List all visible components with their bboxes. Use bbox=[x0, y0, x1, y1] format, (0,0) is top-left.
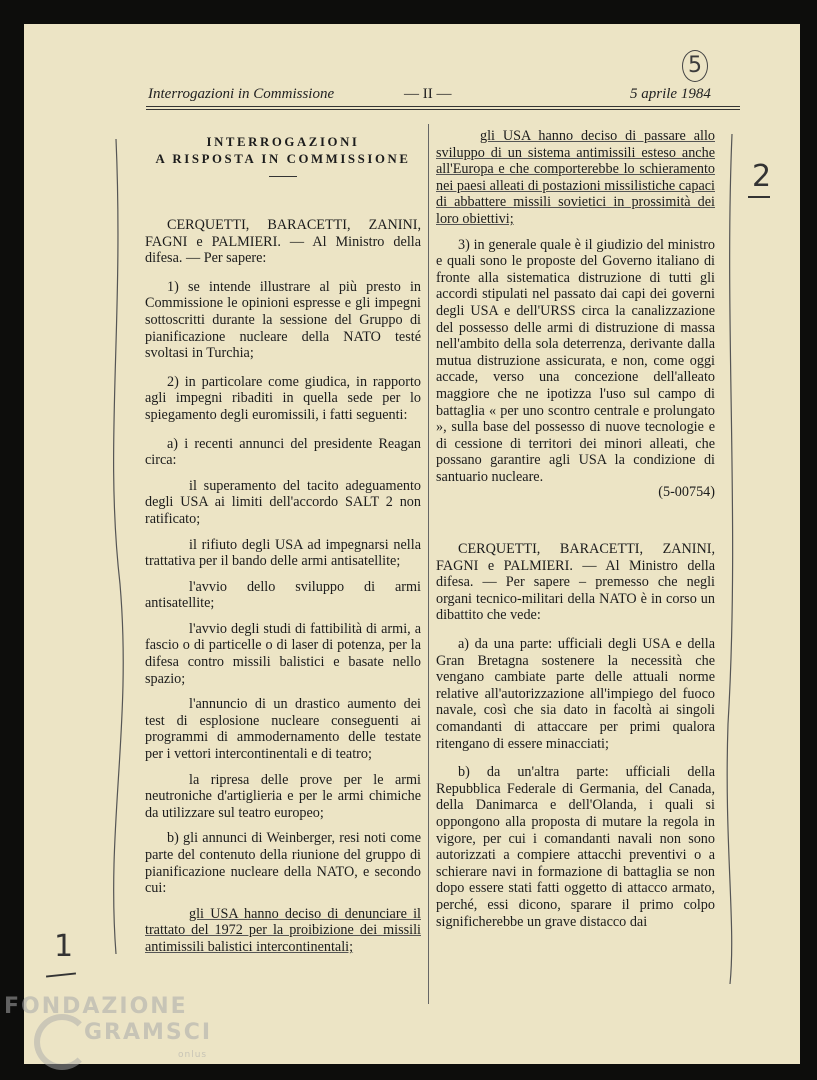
point-a-2: a) da una parte: ufficiali degli USA e della Gran Bretagna sostenere la necessità che vengano cambiate parte delle attuali norme relative all'autorizzazione all'impiego del fuoco navale, così che sia dato in facoltà ai singoli comandanti di attaccare per primi qualora ritengano di essere minacciati; bbox=[436, 636, 715, 752]
point-3: 3) in generale quale è il giudizio del ministro e quali sono le proposte del Governo italiano di fronte alla sistematica distruzione di tutti gli accordi stipulati nel passato dai capi dei governi degli USA e dell'URSS circa la canalizzazione del possesso delle armi di distruzione di massa nell'ambito della sola deterrenza, derivante dalla mutua distruzione assicurata, e non, come oggi accade, verso una concezione dell'alleato maggiore che ne ipotizza l'uso sul campo di battaglia « per uno scontro centrale e prolungato », sulla base del possesso di nuove tecnologie e di cessione di territori dei minori alleati, che possano garantire agli USA la condizione di santuario nucleare. bbox=[436, 236, 715, 485]
header-page-number: — II — bbox=[404, 86, 452, 102]
point-a: a) i recenti annunci del presidente Reagan circa: bbox=[145, 435, 421, 469]
sub-item-neutron-weapons: la ripresa delle prove per le armi neutroniche d'artiglieria e per le armi chimiche da utilizzare sul teatro europeo; bbox=[145, 771, 421, 821]
watermark-line1: FONDAZIONE bbox=[4, 994, 188, 1019]
interrogation-intro-2: CERQUETTI, BARACETTI, ZANINI, FAGNI e PALMIERI. — Al Ministro della difesa. — Per sapere – premesso che negli organi tecnico-militari della NATO è in corso un dibattito che vede: bbox=[436, 541, 715, 624]
sub-item-antisatellite-ban: il rifiuto degli USA ad impegnarsi nella trattativa per il bando delle armi antisatellite; bbox=[145, 536, 421, 570]
watermark-line3: onlus bbox=[178, 1050, 208, 1060]
section-title-line2: A RISPOSTA IN COMMISSIONE bbox=[155, 152, 411, 166]
point-b: b) gli annunci di Weinberger, resi noti come parte del contenuto della riunione del gruppo di pianificazione nucleare della NATO, e secondo cui: bbox=[145, 830, 421, 897]
watermark-line2: GRAMSCI bbox=[84, 1020, 213, 1045]
sub-item-abm-treaty: gli USA hanno deciso di denunciare il trattato del 1972 per la proibizione dei missili antimissili balistici intercontinentali; bbox=[145, 905, 421, 955]
reference-number-1: (5-00754) bbox=[658, 484, 715, 501]
point-b-2: b) da un'altra parte: ufficiali della Repubblica Federale di Germania, del Canada, della Danimarca e dell'Olanda, i quali si oppongono alla proposta di mutare la regola in vigore, per cui i comandanti navali non sono autorizzati a compiere attacchi preventivi o a schierare navi in formazione di battaglia se non dopo essere stati fatti oggetto di attacco armato, perché, essi dicono, sparare il primo colpo significherebbe un grave distacco dai bbox=[436, 764, 715, 930]
sub-item-salt2: il superamento del tacito adeguamento degli USA ai limiti dell'accordo SALT 2 non ratificato; bbox=[145, 477, 421, 527]
handwritten-margin-number-right: 2 bbox=[752, 159, 772, 194]
header-date: 5 aprile 1984 bbox=[630, 86, 711, 102]
point-1: 1) se intende illustrare al più presto in Commissione le opinioni espresse e gli impegni sottoscritti durante la sessione del Gruppo di pianificazione nucleare della NATO testé svoltasi in Turchia; bbox=[145, 278, 421, 362]
sub-item-beam-weapons: l'avvio degli studi di fattibilità di armi, a fascio o di particelle o di laser di potenza, per la difesa contro missili balistici e basate nello spazio; bbox=[145, 620, 421, 687]
handwritten-page-number: 5 bbox=[682, 50, 708, 82]
handwritten-margin-number-left: 1 bbox=[54, 929, 74, 964]
continuation-antimissile: gli USA hanno deciso di passare allo sviluppo di un sistema antimissili esteso anche all'Europa e che comporterebbe lo schieramento nei paesi alleati di postazioni missilistiche capaci di abbattere missili sovietici in prossimità dei loro obiettivi; bbox=[436, 128, 715, 227]
handwritten-dash-right bbox=[748, 196, 770, 198]
sub-item-nuclear-tests: l'annuncio di un drastico aumento dei test di esplosione nucleare conseguenti ai programmi di ammodernamento delle testate per i vettori intercontinentali e di teatro; bbox=[145, 696, 421, 763]
handwritten-margin-lines bbox=[24, 24, 800, 1064]
section-title-line1: INTERROGAZIONI bbox=[206, 135, 360, 149]
watermark-logo-icon bbox=[34, 1014, 90, 1070]
interrogation-intro: CERQUETTI, BARACETTI, ZANINI, FAGNI e PALMIERI. — Al Ministro della difesa. — Per sapere: bbox=[145, 217, 421, 267]
header-section-title: Interrogazioni in Commissione bbox=[148, 86, 335, 102]
point-2: 2) in particolare come giudica, in rapporto agli impegni ribaditi in quella sede per lo spiegamento degli euromissili, i fatti seguenti: bbox=[145, 373, 421, 423]
sub-item-antisatellite-dev: l'avvio dello sviluppo di armi antisatellite; bbox=[145, 578, 421, 612]
document-page bbox=[24, 24, 800, 1064]
